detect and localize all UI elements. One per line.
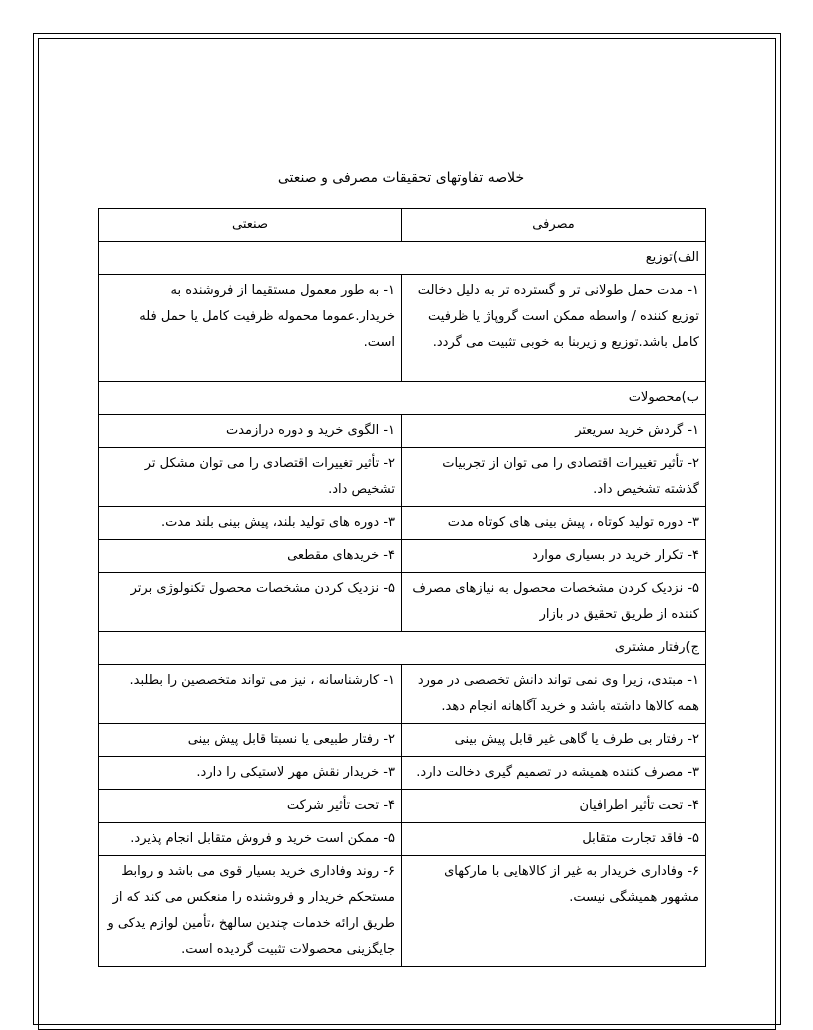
section-heading-customer-behavior: ج)رفتار مشتری [99,632,706,665]
table-row [99,823,706,856]
table-row [99,275,706,382]
comparison-table [98,208,706,967]
table-row [99,540,706,573]
consumer-cell: ۵- نزدیک کردن مشخصات محصول به نیازهای مصرف کننده از طریق تحقیق در بازار [402,573,706,632]
table-row [99,757,706,790]
industrial-cell: ۱- الگوی خرید و دوره درازمدت [99,415,402,448]
column-header-consumer: مصرفی [402,209,706,242]
industrial-cell: ۶- روند وفاداری خرید بسیار قوی می باشد و روابط مستحکم خریدار و فروشنده را منعکس می کند که از طریق ارائه خدمات چندین سالهخ ،تأمین لوازم یدکی و جایگزینی محصولات تثبیت گردیده است. [99,856,402,967]
industrial-cell: ۳- دوره های تولید بلند، پیش بینی بلند مدت. [99,507,402,540]
section-row [99,632,706,665]
table-row [99,856,706,967]
consumer-cell: ۳- مصرف کننده همیشه در تصمیم گیری دخالت دارد. [402,757,706,790]
industrial-cell: ۱- به طور معمول مستقیما از فروشنده به خریدار.عموما محموله ظرفیت کامل یا حمل فله است. [99,275,402,382]
table-row [99,507,706,540]
industrial-cell: ۲- رفتار طبیعی یا نسبتا قابل پیش بینی [99,724,402,757]
table-row [99,724,706,757]
table-row [99,415,706,448]
consumer-cell: ۱- مدت حمل طولانی تر و گسترده تر به دلیل دخالت توزیع کننده / واسطه ممکن است گروپاژ یا ظرفیت کامل باشد.توزیع و زیربنا به خوبی تثبیت می گردد. [402,275,706,382]
section-row [99,382,706,415]
table-row [99,790,706,823]
consumer-cell: ۴- تحت تأثیر اطرافیان [402,790,706,823]
consumer-cell: ۵- فاقد تجارت متقابل [402,823,706,856]
industrial-cell: ۵- نزدیک کردن مشخصات محصول تکنولوژی برتر [99,573,402,632]
consumer-cell: ۲- رفتار بی طرف یا گاهی غیر قابل پیش بینی [402,724,706,757]
table-row [99,448,706,507]
industrial-cell: ۱- کارشناسانه ، نیز می تواند متخصصین را بطلبد. [99,665,402,724]
consumer-cell: ۶- وفاداری خریدار به غیر از کالاهایی با مارکهای مشهور همیشگی نیست. [402,856,706,967]
table-row [99,665,706,724]
consumer-cell: ۴- تکرار خرید در بسیاری موارد [402,540,706,573]
industrial-cell: ۴- تحت تأثیر شرکت [99,790,402,823]
industrial-cell: ۵- ممکن است خرید و فروش متقابل انجام پذیرد. [99,823,402,856]
section-heading-distribution: الف)توزیع [99,242,706,275]
consumer-cell: ۱- گردش خرید سریعتر [402,415,706,448]
industrial-cell: ۴- خریدهای مقطعی [99,540,402,573]
section-heading-products: ب)محصولات [99,382,706,415]
table-header-row [99,209,706,242]
consumer-cell: ۳- دوره تولید کوتاه ، پیش بینی های کوتاه مدت [402,507,706,540]
section-row [99,242,706,275]
table-row [99,573,706,632]
consumer-cell: ۲- تأثیر تغییرات اقتصادی را می توان از تجربیات گذشته تشخیص داد. [402,448,706,507]
industrial-cell: ۳- خریدار نقش مهر لاستیکی را دارد. [99,757,402,790]
industrial-cell: ۲- تأثیر تغییرات اقتصادی را می توان مشکل تر تشخیص داد. [99,448,402,507]
consumer-cell: ۱- مبتدی، زیرا وی نمی تواند دانش تخصصی در مورد همه کالاها داشته باشد و خرید آگاهانه انجام دهد. [402,665,706,724]
column-header-industrial: صنعتی [99,209,402,242]
page-title: خلاصه تفاوتهای تحقیقات مصرفی و صنعتی [277,170,525,186]
